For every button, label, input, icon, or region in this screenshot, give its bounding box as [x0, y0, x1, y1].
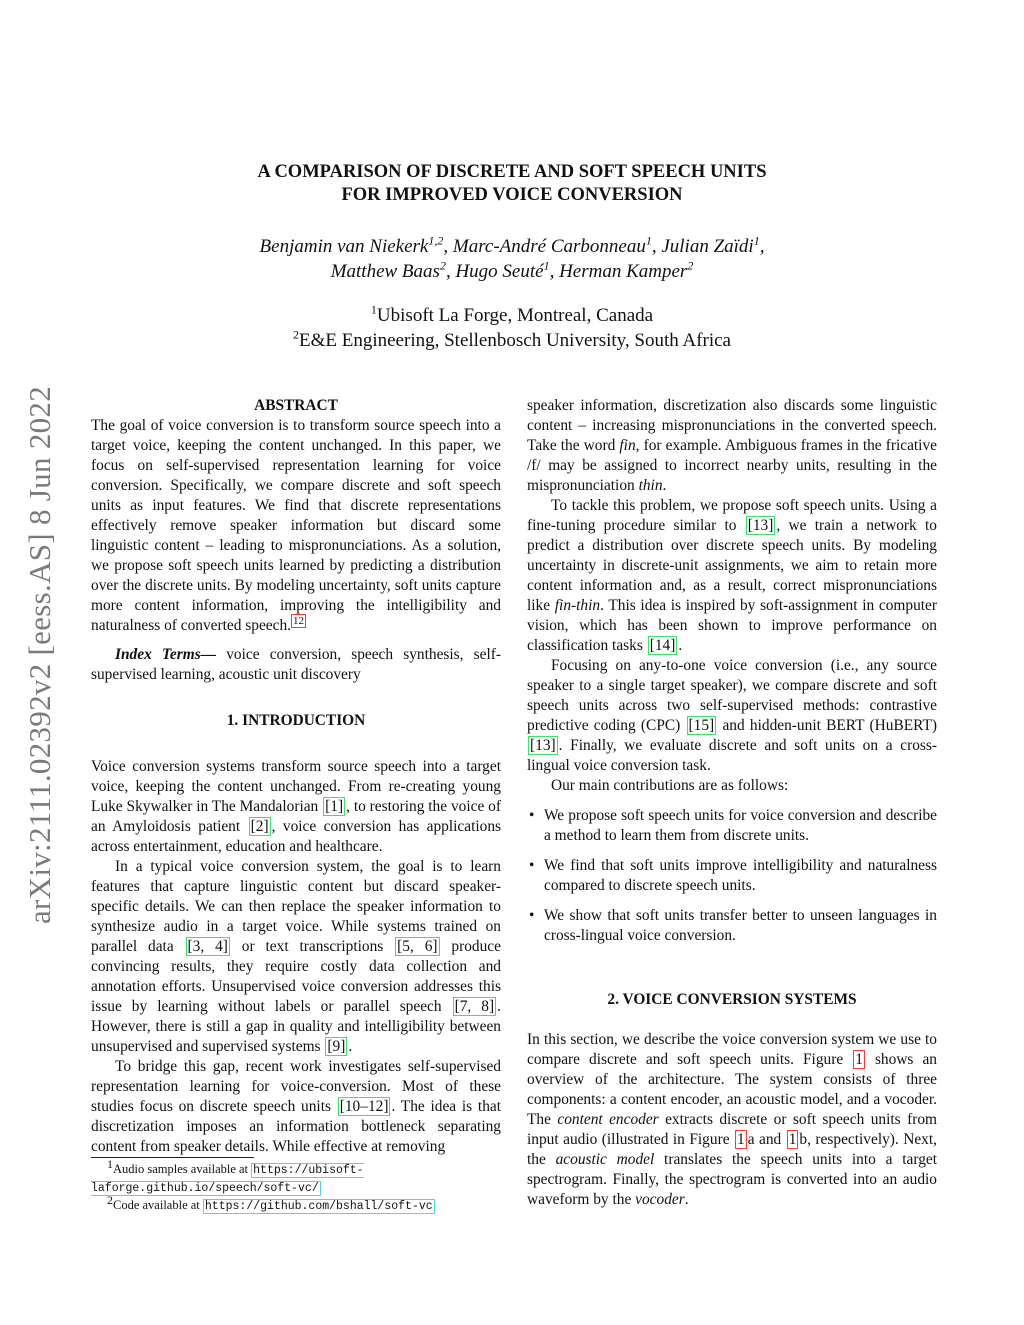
affiliation: $^1$Ubisoft La Forge, Montreal, Canada	[370, 302, 654, 326]
intro-paragraph-1: Voice conversion systems transform source speech into a target voice, keeping the content unchanged. From re-creating young Luke Skywalker in The Mandalorian [1] , to restoring the voice of an Amyloidosis patient [2] , voice conversion has applications across entertainment, education and healthcare.	[91, 758, 502, 855]
figure-link[interactable]: 1	[855, 1051, 863, 1068]
citation-link[interactable]: [1]	[325, 798, 344, 815]
author-line-2: Matthew Baas$^2$, Hugo Seuté$^1$, Herman Kamper$^2$	[330, 258, 694, 282]
left-column	[91, 396, 501, 1157]
audio-samples-link[interactable]: https://ubisoft-laforge.github.io/speech/soft-vc/	[91, 1164, 364, 1195]
right-paragraph-1: speaker information, discretization also discards some linguistic content – increasing mispronunciations in the converted speech. Take the word fin, for example. Ambiguous frames in the fricative /f/ may be assigned to incorrect nearby units, resulting in the mispronunciation thin.	[527, 397, 937, 494]
bullet-icon: •	[529, 807, 535, 824]
arxiv-identifier: arXiv:2111.02392v2 [eess.AS] 8 Jun 2022	[22, 385, 57, 925]
citation-link[interactable]: [10–12]	[339, 1098, 389, 1115]
bullet-icon: •	[529, 907, 535, 924]
title-line-2: FOR IMPROVED VOICE CONVERSION	[341, 185, 683, 205]
list-item: • We show that soft units transfer better to unseen languages in cross-lingual voice conversion.	[529, 907, 937, 944]
list-item: • We propose soft speech units for voice conversion and describe a method to learn them from discrete units.	[529, 807, 937, 844]
vc-systems-heading: 2. VOICE CONVERSION SYSTEMS	[607, 991, 857, 1008]
author-name: Herman Kamper	[559, 261, 688, 282]
citation-link[interactable]: [13]	[747, 517, 774, 534]
author-list	[0, 234, 1024, 284]
contributions-list	[527, 806, 937, 946]
title-line-1: A COMPARISON OF DISCRETE AND SOFT SPEECH UNITS	[257, 162, 767, 182]
right-paragraph-2: To tackle this problem, we propose soft speech units. Using a fine-tuning procedure similar to [13] , we train a network to predict a distribution over discrete speech units. By modeling uncertainty in discrete-unit assignments, we aim to retain more content information and, as a result, correct mispronunciations like fin-thin. This idea is inspired by soft-assignment in computer vision, which has been shown to improve performance on classification tasks [14] .	[527, 497, 937, 654]
footnote-link[interactable]: 12	[293, 614, 304, 627]
citation-link[interactable]: [15]	[688, 717, 715, 734]
author-name: Matthew Baas	[330, 261, 440, 282]
author-affil-mark: 1,2	[428, 233, 444, 248]
affiliation-list	[0, 303, 1024, 353]
citation-link[interactable]: [5, 6]	[397, 938, 438, 955]
citation-link[interactable]: [2]	[250, 818, 269, 835]
author-name: Marc-André Carbonneau	[452, 236, 646, 257]
author-line-1: Benjamin van Niekerk$^{1,2}$, Marc-André Carbonneau$^1$, Julian Zaïdi$^1$,	[259, 233, 765, 257]
author-affil-mark: 2	[439, 258, 446, 273]
author-affil-mark: 1	[543, 258, 550, 273]
citation-link[interactable]: [7, 8]	[454, 998, 495, 1015]
author-affil-mark: 1	[645, 233, 652, 248]
right-paragraph-3: Focusing on any-to-one voice conversion (i.e., any source speaker to a single target speaker), we compare discrete and soft speech units across two self-supervised methods: contrastive predictive coding (CPC) [15] and hidden-unit BERT (HuBERT) [13] . Finally, we evaluate discrete and soft units on a cross-lingual voice conversion task.	[527, 657, 937, 774]
citation-link[interactable]: [9]	[327, 1038, 346, 1055]
bullet-icon: •	[529, 857, 535, 874]
citation-link[interactable]: [13]	[530, 737, 556, 754]
footnote-1: $^1$Audio samples available at https://ubisoft-laforge.github.io/speech/soft-vc/	[91, 1156, 364, 1195]
vc-paragraph: In this section, we describe the voice conversion system we use to compare discrete and soft speech units. Figure 1 shows an overview of the architecture. The system consists of three components: a content encoder, an acoustic model, and a vocoder. The content encoder extracts discrete or soft speech units from input audio (illustrated in Figure 1 a and 1 b, respectively). Next, the acoustic model translates the speech units into a target spectrogram. Finally, the spectrogram is converted into an audio waveform by the vocoder.	[527, 1031, 937, 1208]
footnote-rule	[91, 1157, 254, 1158]
footnotes	[91, 1156, 503, 1215]
figure-link[interactable]: 1	[788, 1131, 797, 1148]
author-affil-mark: 1	[753, 233, 760, 248]
introduction-heading: 1. INTRODUCTION	[226, 712, 366, 729]
abstract-heading: ABSTRACT	[254, 397, 338, 414]
affiliation: $^2$E&E Engineering, Stellenbosch University, South Africa	[293, 327, 731, 351]
citation-link[interactable]: [3, 4]	[187, 938, 228, 955]
arxiv-sidebar	[12, 360, 72, 950]
author-name: Benjamin van Niekerk	[259, 236, 429, 257]
abstract-text: The goal of voice conversion is to transform source speech into a target voice, keeping the content unchanged. In this paper, we focus on self-supervised representation learning for voice conversion. Specifically, we compare discrete and soft speech units as input features. We find that discrete representations effectively remove speaker information but discard some linguistic content – leading to mispronunciations. As a solution, we propose soft speech units learned by predicting a distribution over the discrete units. By modeling uncertainty, soft units capture more content information, improving the intelligibility and naturalness of converted speech. $^{12}$	[91, 417, 501, 634]
intro-paragraph-2: In a typical voice conversion system, the goal is to learn features that capture linguistic content but discard speaker-specific details. We can then replace the speaker information to synthesize audio in a target voice. While systems trained on parallel data [3, 4] or text transcriptions [5, 6] produce convincing results, they require costly data collection and annotation efforts. Unsupervised voice conversion addresses this issue by learning without labels or parallel speech [7, 8] . However, there is still a gap in quality and intelligibility between unsupervised and supervised systems [9] .	[91, 858, 501, 1055]
footnote-2: $^2$Code available at https://github.com/bshall/soft-vc	[107, 1192, 433, 1213]
list-item: • We find that soft units improve intelligibility and naturalness compared to discrete speech units.	[529, 857, 937, 894]
author-affil-mark: 2	[687, 258, 694, 273]
author-name: Hugo Seuté	[455, 261, 544, 282]
paper-title	[0, 161, 1024, 207]
index-terms: Index Terms— voice conversion, speech synthesis, self-supervised learning, acoustic unit discovery	[91, 646, 501, 683]
code-link[interactable]: https://github.com/bshall/soft-vc	[204, 1200, 433, 1213]
author-name: Julian Zaïdi	[661, 236, 754, 257]
right-column	[527, 396, 937, 1210]
index-terms-label: Index Terms—	[115, 646, 217, 663]
contributions-intro: Our main contributions are as follows:	[551, 777, 789, 794]
intro-paragraph-3: To bridge this gap, recent work investigates self-supervised representation learning for voice-conversion. Most of these studies focus on discrete speech units [10–12] . The idea is that discretization imposes an information bottleneck separating content from speaker details. While effective at removing	[91, 1058, 501, 1155]
figure-link[interactable]: 1	[737, 1131, 745, 1148]
citation-link[interactable]: [14]	[649, 637, 676, 654]
